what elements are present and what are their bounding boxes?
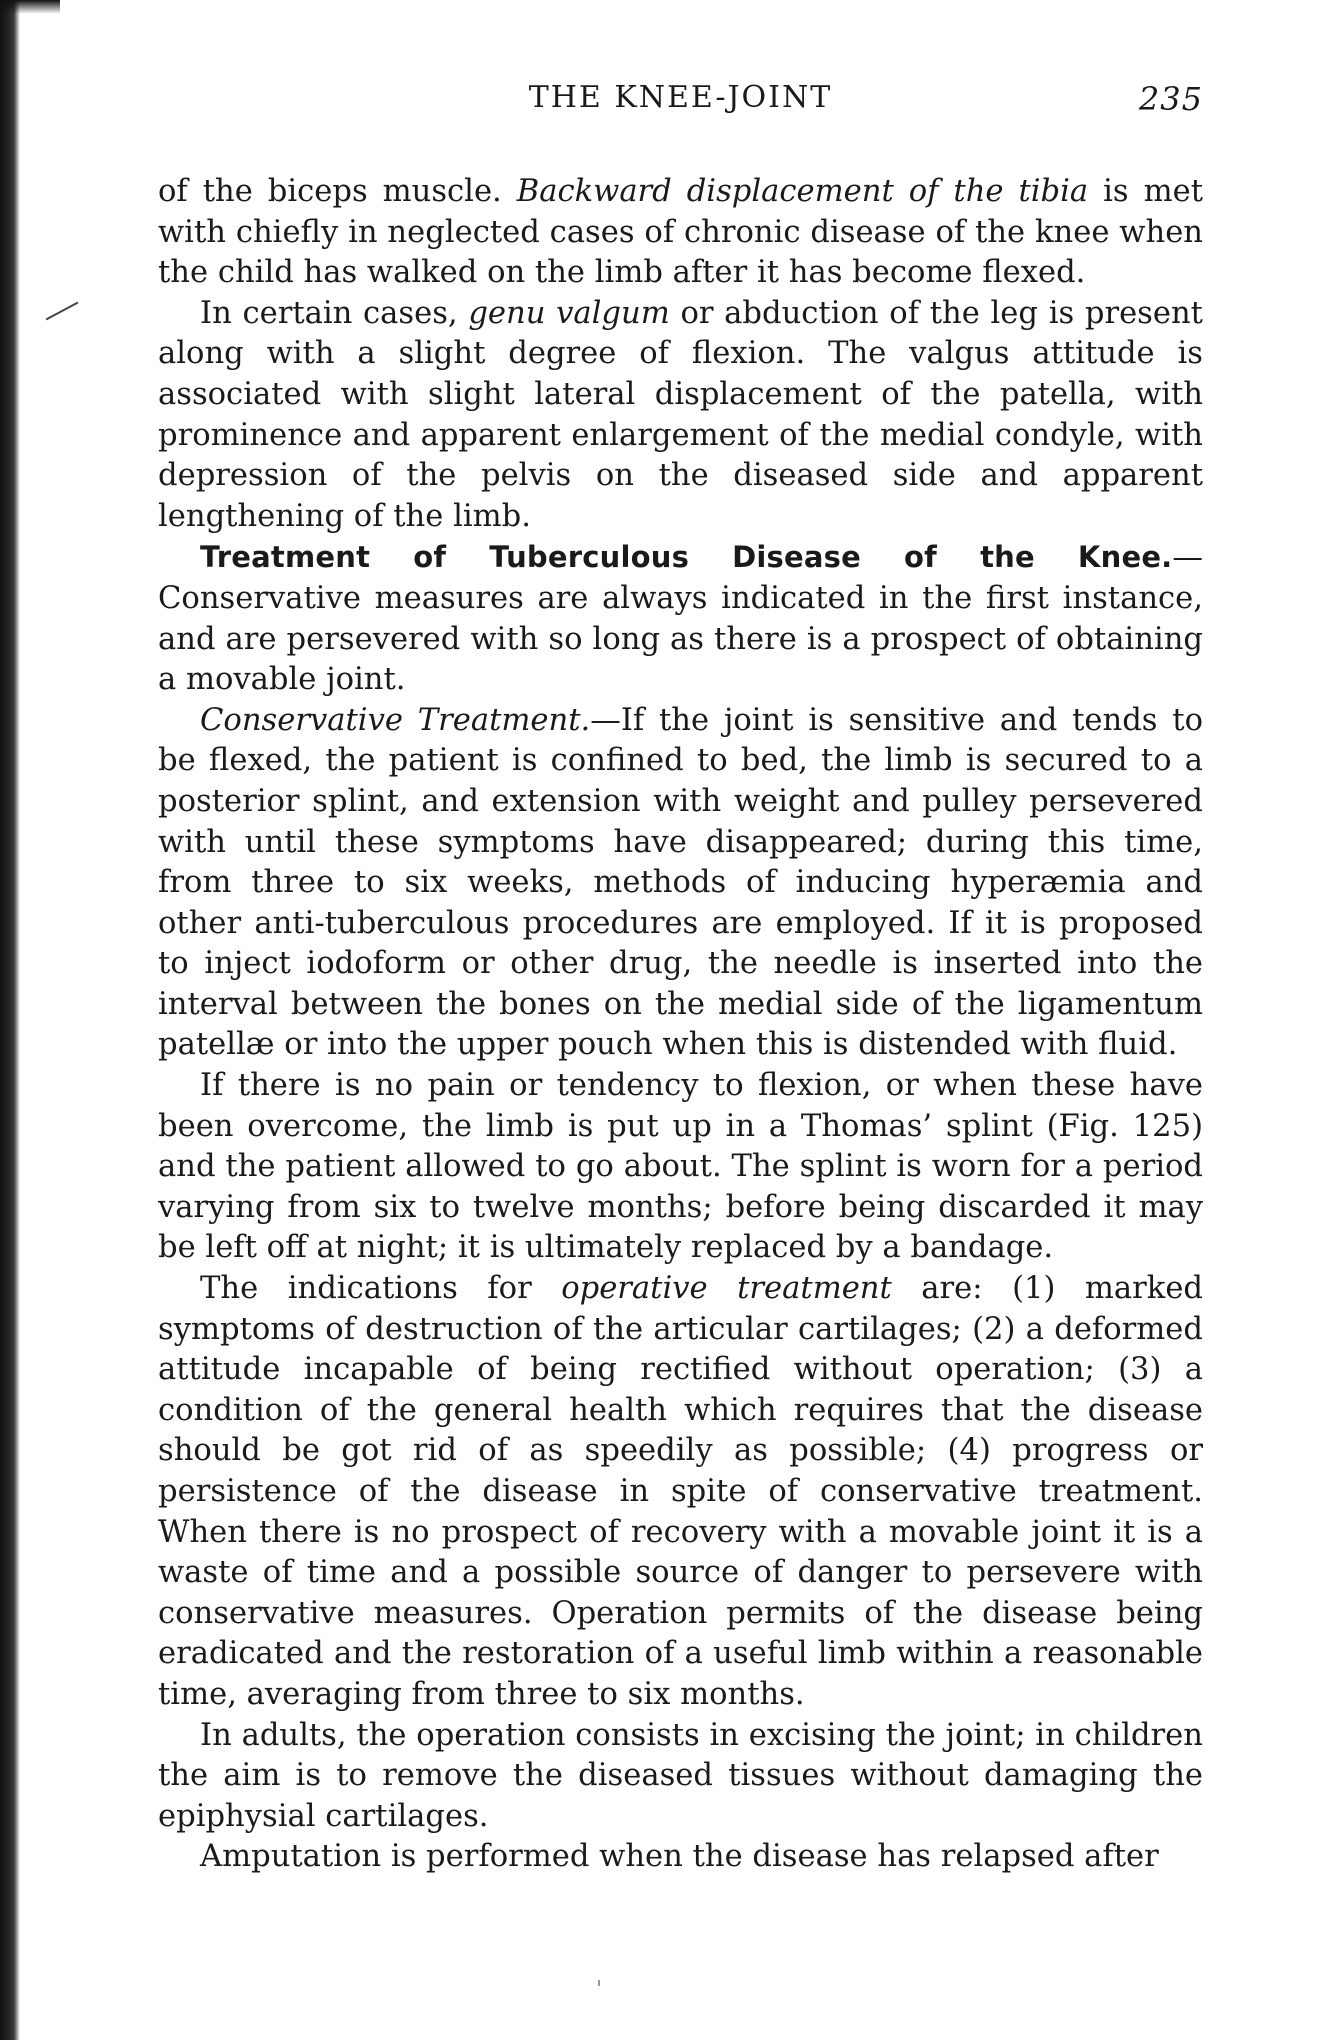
italic-phrase: Conservative Treatment. bbox=[200, 702, 591, 738]
italic-phrase: Backward displacement of the tibia bbox=[516, 174, 1089, 209]
paragraph bbox=[158, 1716, 1203, 1838]
italic-phrase: genu valgum bbox=[468, 295, 670, 331]
page-header bbox=[158, 80, 1203, 126]
text-run: If there is no pain or tendency to flexion, or when these have been overcome, the limb is put up in a Thomas’ splint (Fig. 125) and the patient allowed to go about. The splint is worn for a period varying from six to twelve months; before being discarded it may be left off at night; it is ultimately replaced by a bandage. bbox=[158, 1068, 1203, 1266]
italic-phrase: operative treatment bbox=[561, 1271, 892, 1307]
text-run: In adults, the operation consists in excising the joint; in children the aim is to remove the diseased tissues without damaging the epiphysial cartilages. bbox=[158, 1717, 1203, 1834]
text-run: —If the joint is sensitive and tends to be flexed, the patient is confined to bed, the limb is secured to a posterior splint, and extension with weight and pulley persevered with until these symptoms have disappeared; during this time, from three to six weeks, methods of inducing hyperæmia and other anti-tuberculous procedures are employed. If it is proposed to inject iodoform or other drug, the needle is inserted into the interval between the bones on the medial side of the ligamentum patellæ or into the upper pouch when this is distended with fluid. bbox=[158, 702, 1203, 1063]
page-number: 235 bbox=[1138, 80, 1203, 118]
running-title: THE KNEE-JOINT bbox=[528, 80, 833, 115]
binding-edge bbox=[0, 0, 20, 2040]
paper-speck bbox=[598, 1980, 600, 1986]
text-run: or abduction of the leg is present along with a slight degree of flexion. The valgus attitude is associated with slight lateral displacement of the patella, with prominence and apparent enlargement of the medial condyle, with depression of the pelvis on the diseased side and apparent lengthening of the limb. bbox=[158, 295, 1203, 534]
margin-pencil-mark bbox=[46, 302, 79, 321]
text-run: of the biceps muscle. bbox=[158, 174, 517, 209]
section-heading: Treatment of Tuberculous Disease of the Knee. bbox=[200, 540, 1173, 575]
text-run: The indications for bbox=[200, 1271, 562, 1307]
paragraph bbox=[158, 1269, 1203, 1716]
paragraph bbox=[158, 1066, 1203, 1269]
paragraph bbox=[158, 172, 1203, 294]
text-run: is met with chiefly in neglected cases of chronic disease of the knee when the child has walked on the limb after it has become flexed. bbox=[158, 174, 1203, 291]
text-run: are: (1) marked symptoms of destruction of the articular cartilages; (2) a deformed attitude incapable of being rectified without operation; (3) a condition of the general health which requires that the disease should be got rid of as speedily as possible; (4) progress or persistence of the disease in spite of conservative treatment. When there is no prospect of recovery with a movable joint it is a waste of time and a possible source of danger to persevere with conservative measures. Operation permits of the disease being eradicated and the restoration of a useful limb within a reasonable time, averaging from three to six months. bbox=[158, 1271, 1204, 1712]
binding-shadow bbox=[0, 0, 60, 14]
text-run: In certain cases, bbox=[200, 295, 469, 331]
paragraph bbox=[158, 1837, 1203, 1878]
text-run: Amputation is performed when the disease has relapsed after bbox=[200, 1839, 1159, 1875]
paragraph bbox=[158, 294, 1203, 538]
text-run: —Conservative measures are always indicated in the first instance, and are persevered with so long as there is a prospect of obtaining a movable joint. bbox=[158, 540, 1203, 698]
paragraph bbox=[158, 537, 1203, 700]
paragraph bbox=[158, 701, 1203, 1066]
body-text bbox=[158, 172, 1203, 1878]
